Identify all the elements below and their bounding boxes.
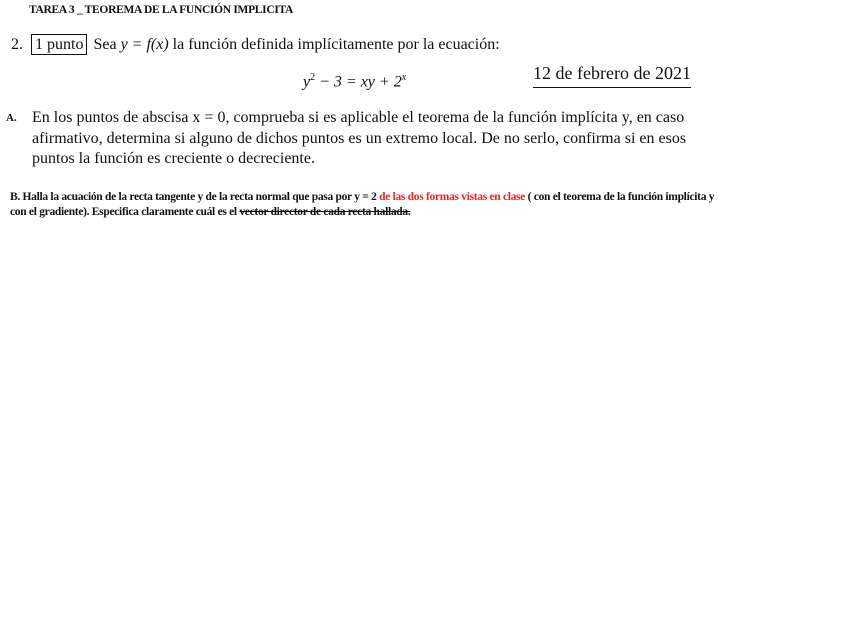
equation-exponent-2: 2 <box>310 72 316 83</box>
equation-exponent-x: x <box>401 72 407 83</box>
date-label: 12 de febrero de 2021 <box>533 63 691 88</box>
part-b-after: ( con el teorema de la función implícita y con el gradiente). Especifica claramente cuál es el <box>10 191 715 218</box>
question-intro-before: Sea <box>93 36 117 53</box>
question-intro-after: la función definida implícitamente por la ecuación: <box>172 36 500 53</box>
part-b-struck: vector director de cada recta hallada. <box>239 206 411 218</box>
part-b-highlight: de las dos formas vistas en clase <box>379 191 526 203</box>
equation-middle: − 3 = xy + 2 <box>315 73 402 91</box>
part-a-text: En los puntos de abscisa x = 0, comprueba si es aplicable el teorema de la función implícita y, en caso afirmativo, determina si alguno de dichos puntos es un extremo local. De no serlo, confirma si en esos puntos la función es creciente o decreciente. <box>32 109 687 167</box>
function-notation: y = f(x) <box>120 36 169 53</box>
assignment-title: TAREA 3 _ TEOREMA DE LA FUNCIÓN IMPLICITA <box>29 4 294 16</box>
equation-left: y <box>303 73 311 91</box>
part-b-text <box>10 190 730 220</box>
part-b-before: B. Halla la acuación de la recta tangente y de la recta normal que pasa por y = 2 <box>10 191 380 203</box>
part-a-letter: A. <box>6 112 17 124</box>
question-number: 2. <box>11 36 23 53</box>
points-badge: 1 punto <box>31 34 87 55</box>
implicit-equation <box>303 72 406 91</box>
question-statement <box>11 34 500 55</box>
